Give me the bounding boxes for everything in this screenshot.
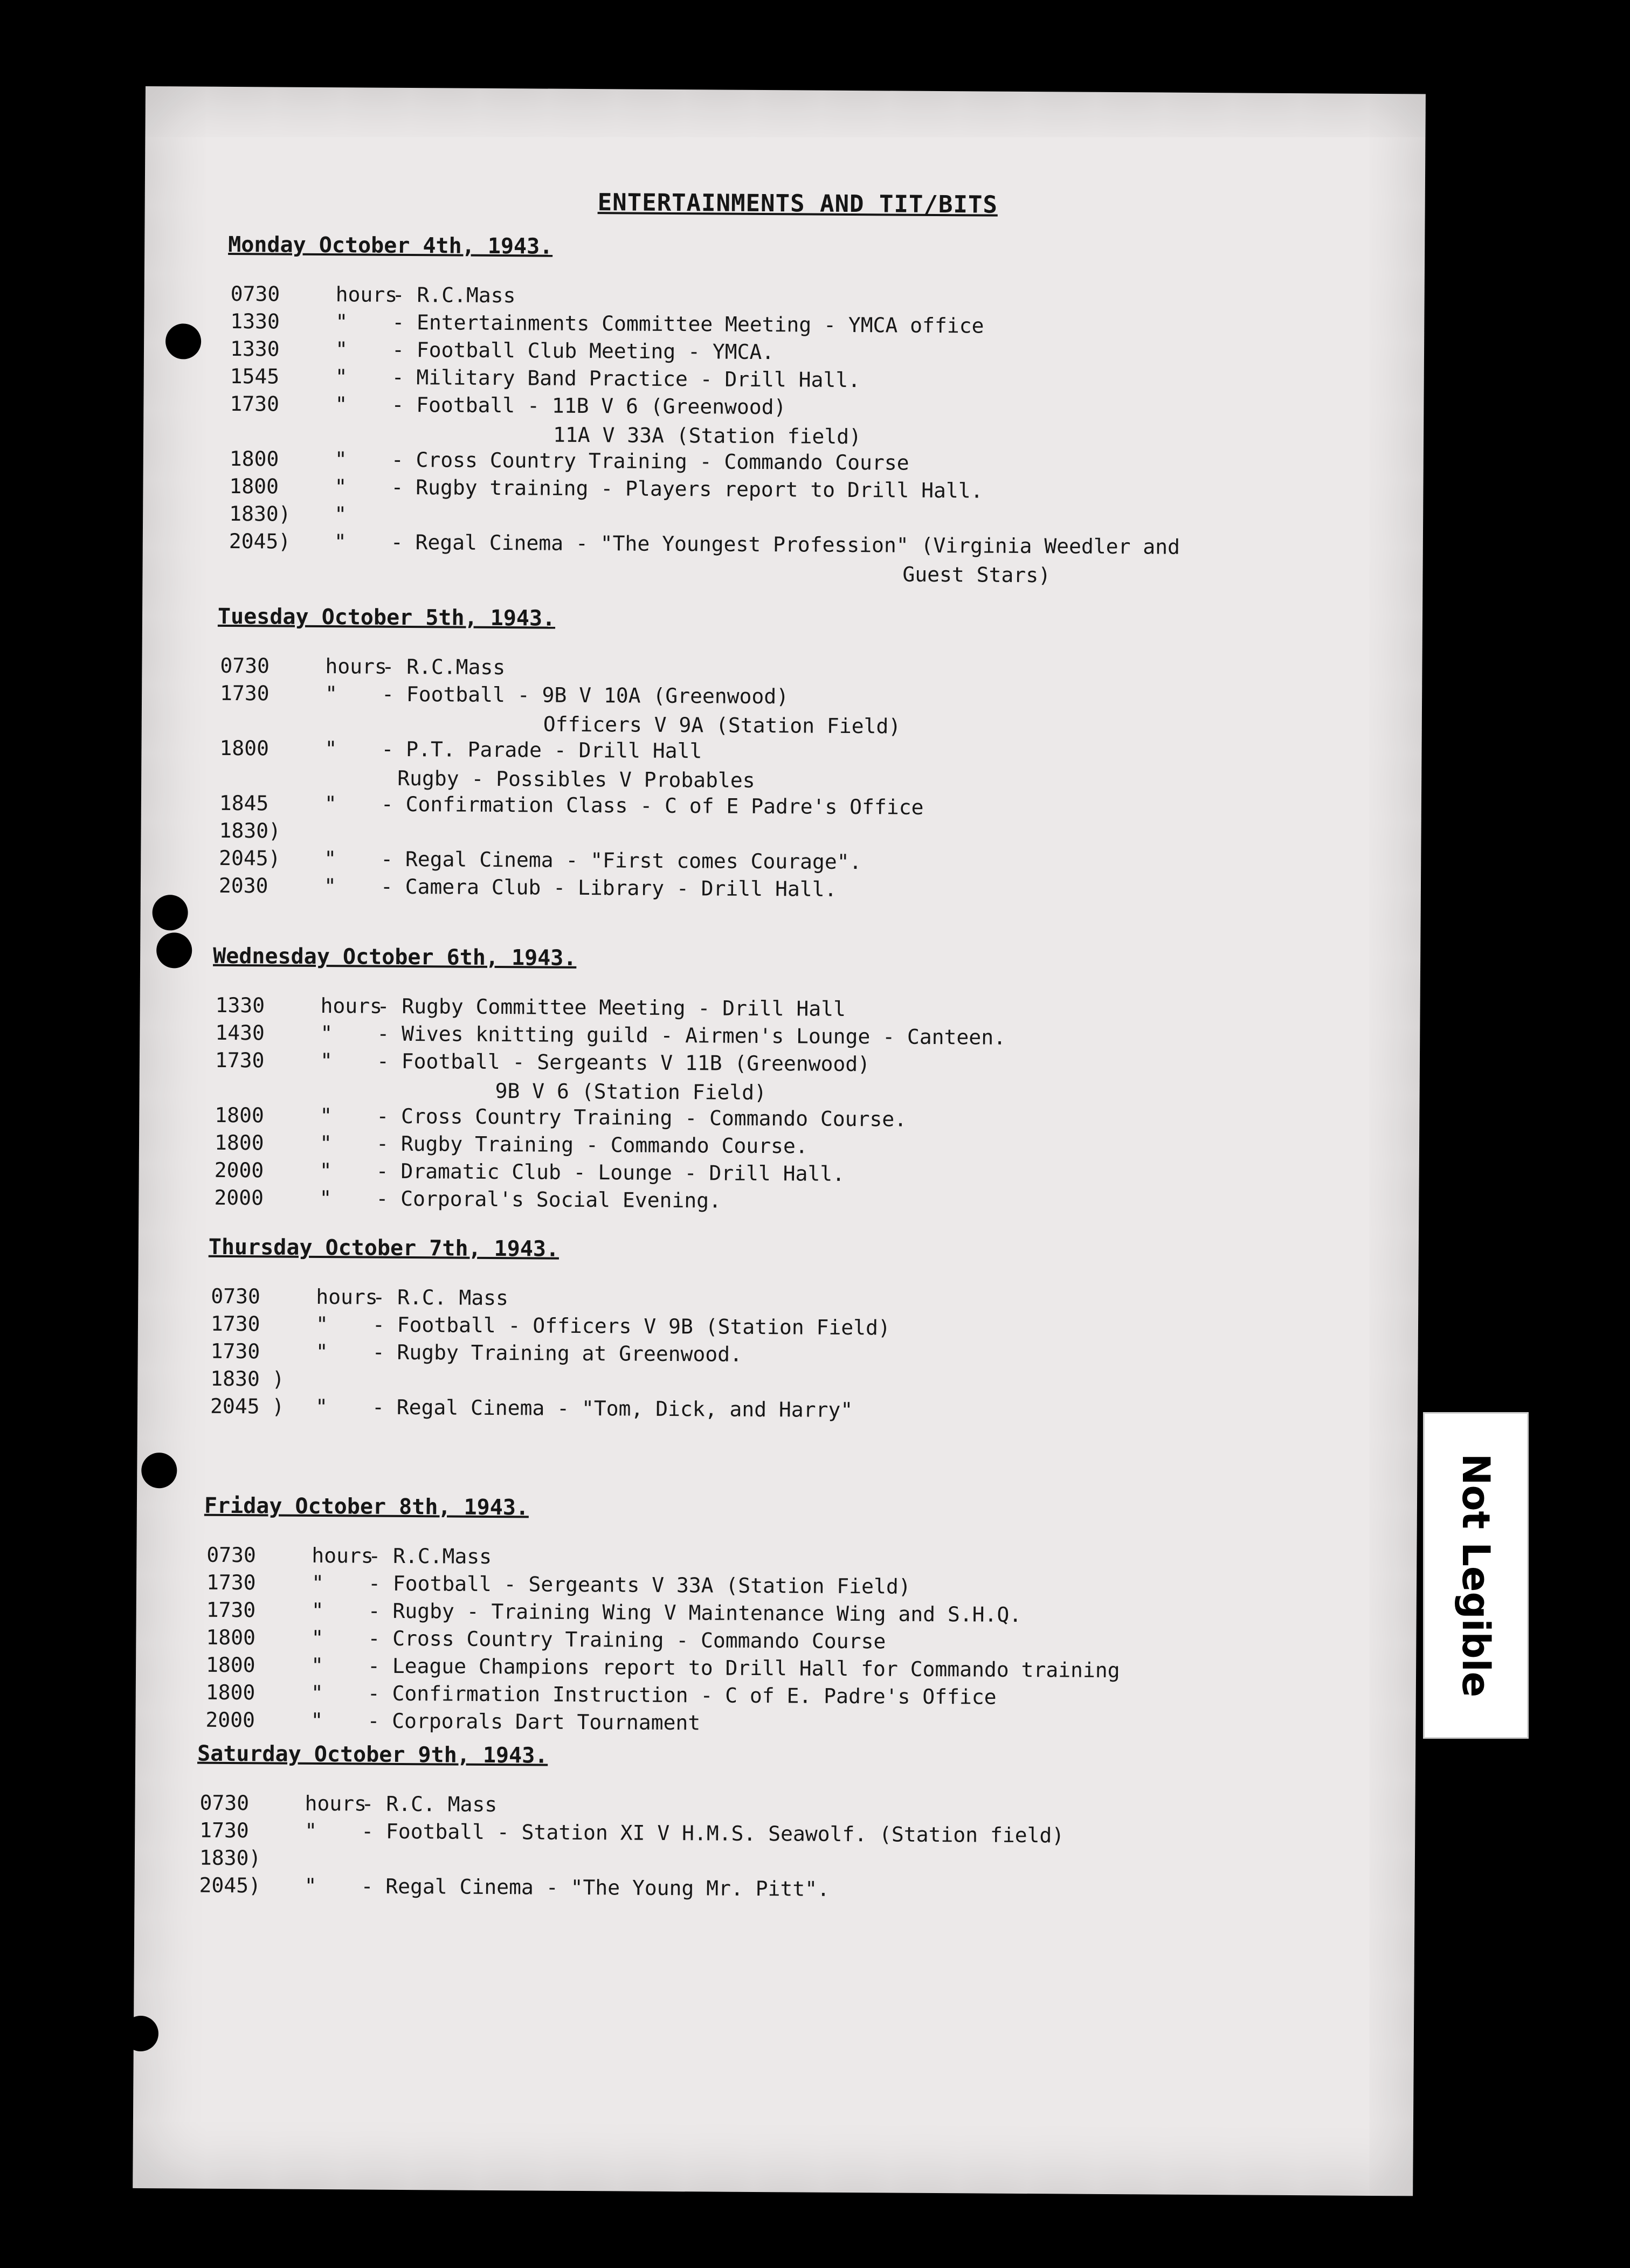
entry-time: 1800 xyxy=(205,1680,255,1705)
entry-unit: " xyxy=(310,1653,324,1678)
entry-time: 1800 xyxy=(229,474,279,499)
schedule-entry xyxy=(199,1845,1358,1878)
entry-description: - Corporal's Social Evening. xyxy=(376,1186,722,1213)
entry-description: - Rugby training - Players report to Drill Hall. xyxy=(391,475,983,503)
schedule-entry xyxy=(206,1545,1365,1575)
schedule-entry xyxy=(230,311,1389,342)
schedule-entry xyxy=(199,1820,1358,1851)
entry-description: - Football - 11B V 6 (Greenwood) xyxy=(391,392,786,419)
schedule-entry xyxy=(230,338,1389,369)
entry-unit: " xyxy=(320,1049,333,1073)
entry-continuation: Officers V 9A (Station Field) xyxy=(543,712,901,738)
entry-time: 1730 xyxy=(206,1598,256,1622)
entry-unit: " xyxy=(311,1571,324,1595)
entry-unit: " xyxy=(334,447,347,472)
entry-time: 1330 xyxy=(230,309,280,334)
entry-description: - P.T. Parade - Drill Hall xyxy=(381,737,702,763)
entry-description: - Corporals Dart Tournament xyxy=(367,1709,701,1735)
schedule-entry xyxy=(219,738,1378,769)
entry-unit: " xyxy=(335,365,348,389)
schedule-entry xyxy=(214,1187,1373,1218)
entry-description: - Football - Officers V 9B (Station Field) xyxy=(372,1312,890,1340)
entry-unit: " xyxy=(319,1159,332,1183)
entry-continuation: 11A V 33A (Station field) xyxy=(552,423,862,449)
schedule-entry xyxy=(206,1627,1365,1658)
document-title: ENTERTAINMENTS AND TIT/BITS xyxy=(597,189,998,219)
schedule-entry xyxy=(206,1682,1365,1713)
schedule-entry xyxy=(210,1368,1369,1399)
entry-description: - Entertainments Committee Meeting - YMCA office xyxy=(392,310,984,338)
entry-description: - Rugby Training at Greenwood. xyxy=(372,1340,743,1366)
entry-time: 1430 xyxy=(215,1020,265,1045)
entry-time: 2045) xyxy=(229,529,291,554)
entry-time: 2045) xyxy=(199,1873,261,1898)
schedule-entry xyxy=(230,393,1389,424)
entry-description: - R.C.Mass xyxy=(392,282,516,308)
entry-continuation: Rugby - Possibles V Probables xyxy=(397,766,755,792)
entry-unit: " xyxy=(310,1708,323,1733)
punch-hole xyxy=(152,895,188,930)
entry-unit: " xyxy=(315,1312,328,1337)
entry-description: - League Champions report to Drill Hall for Commando training xyxy=(367,1654,1120,1683)
entry-unit: " xyxy=(319,1131,333,1156)
entry-description: - Camera Club - Library - Drill Hall. xyxy=(380,874,837,901)
entry-unit: " xyxy=(323,874,336,898)
entry-time: 0730 xyxy=(220,653,270,678)
entry-description: - R.C.Mass xyxy=(368,1544,492,1568)
stamp-label: Not Legible xyxy=(1454,1453,1498,1698)
entry-description: - Military Band Practice - Drill Hall. xyxy=(391,365,861,392)
schedule-entry xyxy=(230,366,1389,397)
entry-description: - Regal Cinema - "The Young Mr. Pitt". xyxy=(361,1874,830,1901)
entry-time: 1845 xyxy=(219,791,269,815)
entry-unit: " xyxy=(335,310,348,334)
entry-continuation: Guest Stars) xyxy=(902,562,1051,587)
day-heading: Saturday October 9th, 1943. xyxy=(197,1741,548,1768)
entry-unit: " xyxy=(311,1598,324,1623)
entry-description: - R.C. Mass xyxy=(372,1285,509,1310)
document-page xyxy=(133,86,1426,2196)
entry-description: - Football - Sergeants V 11B (Greenwood) xyxy=(376,1049,871,1076)
entry-time: 0730 xyxy=(230,281,280,306)
entry-description: - R.C.Mass xyxy=(382,654,506,680)
entry-unit: " xyxy=(324,682,338,706)
day-heading: Thursday October 7th, 1943. xyxy=(208,1234,560,1262)
entry-description: - Regal Cinema - "Tom, Dick, and Harry" xyxy=(371,1395,853,1422)
entry-time: 0730 xyxy=(211,1284,260,1309)
entry-unit: hours xyxy=(320,994,383,1018)
entry-unit: " xyxy=(310,1681,323,1705)
entry-unit: hours xyxy=(335,282,398,307)
entry-time: 2045) xyxy=(219,846,281,870)
day-heading: Tuesday October 5th, 1943. xyxy=(217,604,556,631)
entry-description: - Regal Cinema - "The Youngest Profession" (Virginia Weedler and xyxy=(390,530,1180,559)
schedule-entry xyxy=(220,655,1379,686)
entry-unit: " xyxy=(334,475,347,499)
schedule-entry xyxy=(219,793,1378,824)
schedule-entry xyxy=(210,1396,1369,1427)
schedule-entry xyxy=(220,683,1379,714)
schedule-entry xyxy=(199,1790,1358,1823)
entry-description: - Rugby Committee Meeting - Drill Hall xyxy=(377,994,846,1021)
punch-hole xyxy=(165,323,201,359)
entry-description: - Rugby Training - Commando Course. xyxy=(376,1131,808,1158)
day-heading: Friday October 8th, 1943. xyxy=(204,1493,529,1520)
entry-unit: " xyxy=(320,1021,333,1046)
entry-unit: " xyxy=(324,792,337,816)
day-heading: Wednesday October 6th, 1943. xyxy=(213,943,577,971)
entry-unit: hours xyxy=(305,1791,367,1816)
entry-time: 2030 xyxy=(218,873,268,898)
schedule-entry xyxy=(230,281,1389,314)
schedule-entry xyxy=(215,1050,1374,1081)
entry-time: 2000 xyxy=(205,1707,255,1732)
entry-time: 1730 xyxy=(230,391,280,416)
punch-hole xyxy=(123,2016,158,2051)
entry-description: - Football - Station XI V H.M.S. Seawolf. (Station field) xyxy=(361,1819,1065,1848)
entry-time: 1830) xyxy=(199,1845,261,1870)
punch-hole xyxy=(141,1453,177,1488)
entry-unit: " xyxy=(315,1339,328,1364)
schedule-entry xyxy=(205,1707,1364,1740)
entry-unit: " xyxy=(320,1104,333,1128)
entry-time: 1730 xyxy=(215,1048,265,1073)
entry-time: 1545 xyxy=(230,364,280,389)
entry-description: - Confirmation Class - C of E Padre's Office xyxy=(381,792,924,819)
entry-description: - Football Club Meeting - YMCA. xyxy=(391,337,775,364)
entry-time: 1830 ) xyxy=(210,1366,285,1391)
schedule-entry xyxy=(215,1132,1373,1163)
entry-time: 1800 xyxy=(229,446,279,471)
entry-description: - Regal Cinema - "First comes Courage". xyxy=(381,847,862,874)
entry-description: - Cross Country Training - Commando Course. xyxy=(376,1104,907,1131)
entry-unit: " xyxy=(319,1186,332,1211)
schedule-entry xyxy=(206,1600,1365,1630)
schedule-entry xyxy=(219,875,1378,906)
schedule-entry xyxy=(211,1341,1370,1372)
entry-time: 2045 ) xyxy=(210,1394,285,1419)
entry-description: - Rugby - Training Wing V Maintenance Wing and S.H.Q. xyxy=(368,1599,1022,1627)
schedule-entry xyxy=(211,1313,1370,1344)
schedule-entry xyxy=(219,820,1378,851)
schedule-entry xyxy=(230,448,1389,479)
entry-time: 1730 xyxy=(206,1570,256,1595)
schedule-entry xyxy=(229,503,1388,534)
punch-hole xyxy=(156,932,192,968)
entry-time: 2000 xyxy=(214,1158,264,1183)
entry-time: 1800 xyxy=(205,1652,255,1677)
entry-unit: " xyxy=(324,847,337,871)
entry-continuation: 9B V 6 (Station Field) xyxy=(495,1078,767,1105)
entry-unit: " xyxy=(305,1818,317,1843)
schedule-entry xyxy=(211,1286,1370,1317)
entry-time: 1800 xyxy=(215,1103,264,1128)
schedule-entry xyxy=(215,1022,1374,1053)
schedule-entry xyxy=(215,1105,1373,1136)
entry-description: - R.C. Mass xyxy=(361,1792,498,1817)
entry-time: 1730 xyxy=(210,1339,260,1364)
entry-time: 1800 xyxy=(206,1625,256,1650)
schedule-entry xyxy=(199,1875,1358,1906)
entry-description: - Confirmation Instruction - C of E. Padre's Office xyxy=(367,1681,997,1709)
entry-time: 1730 xyxy=(199,1818,249,1843)
entry-unit: hours xyxy=(312,1543,374,1568)
schedule-entry xyxy=(229,531,1388,562)
day-heading: Monday October 4th, 1943. xyxy=(228,232,553,259)
schedule-entry xyxy=(215,1160,1373,1191)
entry-time: 1830) xyxy=(229,501,291,526)
schedule-entry xyxy=(215,995,1374,1026)
entry-time: 1800 xyxy=(214,1130,264,1155)
entry-time: 1330 xyxy=(215,993,265,1018)
not-legible-stamp xyxy=(1423,1412,1529,1739)
entry-description: - Dramatic Club - Lounge - Drill Hall. xyxy=(376,1159,845,1186)
entry-time: 0730 xyxy=(199,1790,250,1815)
entry-unit: " xyxy=(334,502,347,527)
entry-description: - Cross Country Training - Commando Course xyxy=(391,447,909,475)
entry-unit: " xyxy=(304,1873,317,1898)
entry-time: 1800 xyxy=(219,736,270,760)
entry-description: - Football - 9B V 10A (Greenwood) xyxy=(381,682,789,709)
schedule-entry xyxy=(229,476,1388,507)
entry-unit: " xyxy=(311,1626,324,1650)
entry-description: - Wives knitting guild - Airmen's Lounge - Canteen. xyxy=(377,1021,1006,1049)
schedule-entry xyxy=(206,1572,1365,1603)
schedule-entry xyxy=(205,1652,1365,1685)
entry-time: 1730 xyxy=(210,1311,260,1336)
entry-unit: " xyxy=(335,337,348,362)
entry-unit: " xyxy=(324,737,337,761)
entry-time: 2000 xyxy=(214,1185,264,1210)
entry-description: - Cross Country Training - Commando Course xyxy=(368,1626,886,1654)
entry-unit: " xyxy=(315,1394,328,1419)
schedule-entry xyxy=(219,848,1378,879)
entry-unit: hours xyxy=(325,654,387,679)
entry-unit: " xyxy=(334,530,347,554)
entry-unit: hours xyxy=(316,1284,378,1309)
entry-time: 1830) xyxy=(219,818,281,843)
entry-time: 0730 xyxy=(206,1543,257,1567)
entry-time: 1330 xyxy=(230,336,280,361)
entry-time: 1730 xyxy=(219,681,270,706)
entry-description: - Football - Sergeants V 33A (Station Field) xyxy=(368,1571,911,1599)
entry-unit: " xyxy=(335,392,348,417)
